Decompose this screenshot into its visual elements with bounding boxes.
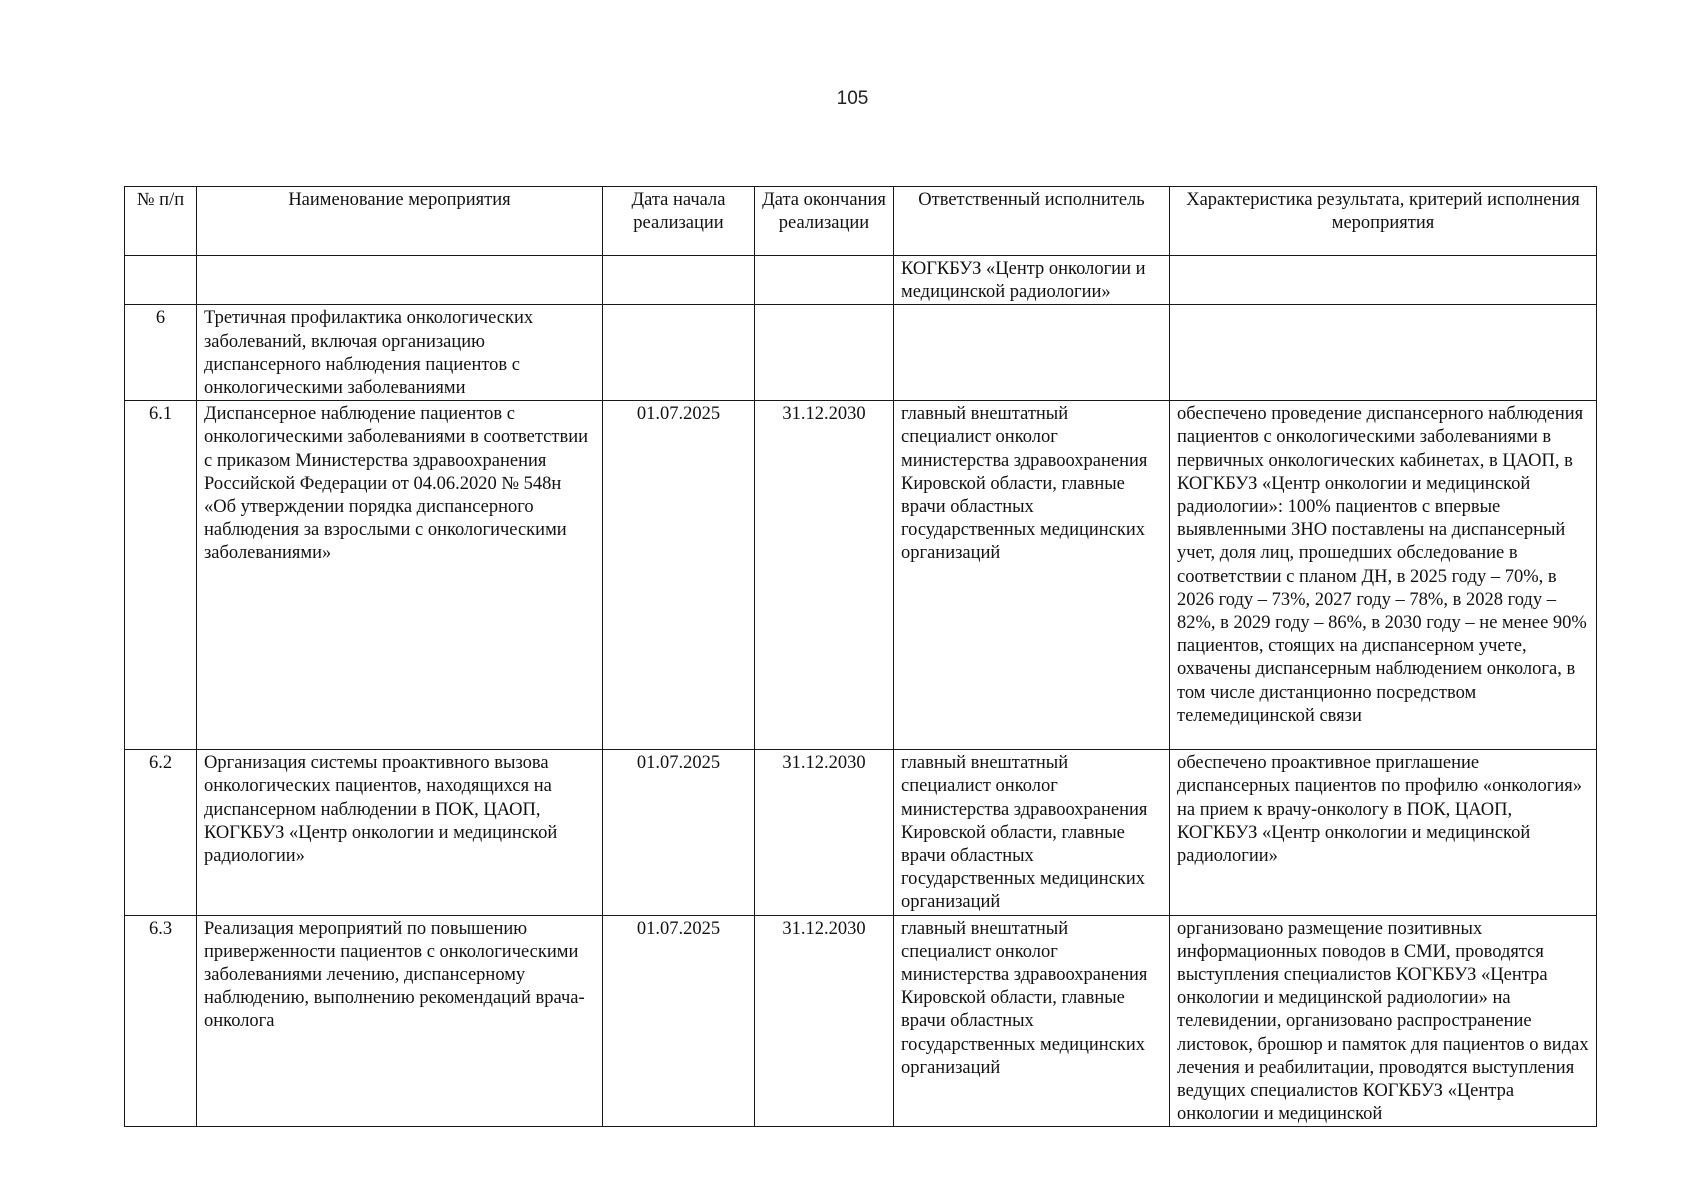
cell-name xyxy=(197,256,603,305)
cell-responsible: главный внештатный специалист онколог министерства здравоохранения Кировской области, главные врачи областных государственных медицинских организаций xyxy=(894,401,1170,750)
cell-end-date xyxy=(755,256,894,305)
cell-responsible: главный внештатный специалист онколог министерства здравоохранения Кировской области, главные врачи областных государственных медицинских организаций xyxy=(894,750,1170,915)
cell-end-date xyxy=(755,305,894,401)
table-row xyxy=(125,305,1597,401)
cell-end-date: 31.12.2030 xyxy=(755,915,894,1127)
cell-num: 6 xyxy=(125,305,197,401)
measures-table xyxy=(124,186,1597,1127)
cell-responsible xyxy=(894,305,1170,401)
header-responsible: Ответственный исполнитель xyxy=(894,187,1170,256)
cell-name: Организация системы проактивного вызова онкологических пациентов, находящихся на диспансерном наблюдении в ПОК, ЦАОП, КОГКБУЗ «Центр онкологии и медицинской радиологии» xyxy=(197,750,603,915)
cell-num: 6.1 xyxy=(125,401,197,750)
cell-num: 6.2 xyxy=(125,750,197,915)
header-name: Наименование мероприятия xyxy=(197,187,603,256)
cell-start-date: 01.07.2025 xyxy=(603,915,755,1127)
cell-name: Реализация мероприятий по повышению приверженности пациентов с онкологическими заболеваниями лечению, диспансерному наблюдению, выполнению рекомендаций врача-онколога xyxy=(197,915,603,1127)
page-number: 105 xyxy=(836,88,869,109)
header-start-date: Дата начала реализации xyxy=(603,187,755,256)
header-end-date: Дата окончания реализации xyxy=(755,187,894,256)
cell-num xyxy=(125,256,197,305)
cell-result: обеспечено проактивное приглашение диспансерных пациентов по профилю «онкология» на прием к врачу-онкологу в ПОК, ЦАОП, КОГКБУЗ «Центр онкологии и медицинской радиологии» xyxy=(1170,750,1597,915)
cell-name: Третичная профилактика онкологических заболеваний, включая организацию диспансерного наблюдения пациентов с онкологическими заболеваниями xyxy=(197,305,603,401)
table-row xyxy=(125,750,1597,915)
table-row-continuation xyxy=(125,256,1597,305)
header-num: № п/п xyxy=(125,187,197,256)
cell-result xyxy=(1170,256,1597,305)
cell-end-date: 31.12.2030 xyxy=(755,401,894,750)
cell-result: организовано размещение позитивных информационных поводов в СМИ, проводятся выступления специалистов КОГКБУЗ «Центра онкологии и медицинской радиологии» на телевидении, организовано распространение листовок, брошюр и памяток для пациентов о видах лечения и реабилитации, проводятся выступления ведущих специалистов КОГКБУЗ «Центра онкологии и медицинской xyxy=(1170,915,1597,1127)
cell-start-date: 01.07.2025 xyxy=(603,750,755,915)
cell-responsible: главный внештатный специалист онколог министерства здравоохранения Кировской области, главные врачи областных государственных медицинских организаций xyxy=(894,915,1170,1127)
table-row xyxy=(125,401,1597,750)
cell-result: обеспечено проведение диспансерного наблюдения пациентов с онкологическими заболеваниями в первичных онкологических кабинетах, в ЦАОП, в КОГКБУЗ «Центр онкологии и медицинской радиологии»: 100% пациентов с впервые выявленными ЗНО поставлены на диспансерный учет, доля лиц, прошедших обследование в соответствии с планом ДН, в 2025 году – 70%, в 2026 году – 73%, 2027 году – 78%, в 2028 году – 82%, в 2029 году – 86%, в 2030 году – не менее 90% пациентов, стоящих на диспансерном учете, охвачены диспансерным наблюдением онколога, в том числе дистанционно посредством телемедицинской связи xyxy=(1170,401,1597,750)
cell-end-date: 31.12.2030 xyxy=(755,750,894,915)
header-result: Характеристика результата, критерий исполнения мероприятия xyxy=(1170,187,1597,256)
cell-start-date xyxy=(603,256,755,305)
table-row xyxy=(125,915,1597,1127)
table-header-row xyxy=(125,187,1597,256)
cell-result xyxy=(1170,305,1597,401)
cell-num: 6.3 xyxy=(125,915,197,1127)
cell-start-date xyxy=(603,305,755,401)
cell-responsible: КОГКБУЗ «Центр онкологии и медицинской радиологии» xyxy=(894,256,1170,305)
cell-start-date: 01.07.2025 xyxy=(603,401,755,750)
cell-name: Диспансерное наблюдение пациентов с онкологическими заболеваниями в соответствии с приказом Министерства здравоохранения Российской Федерации от 04.06.2020 № 548н «Об утверждении порядка диспансерного наблюдения за взрослыми с онкологическими заболеваниями» xyxy=(197,401,603,750)
